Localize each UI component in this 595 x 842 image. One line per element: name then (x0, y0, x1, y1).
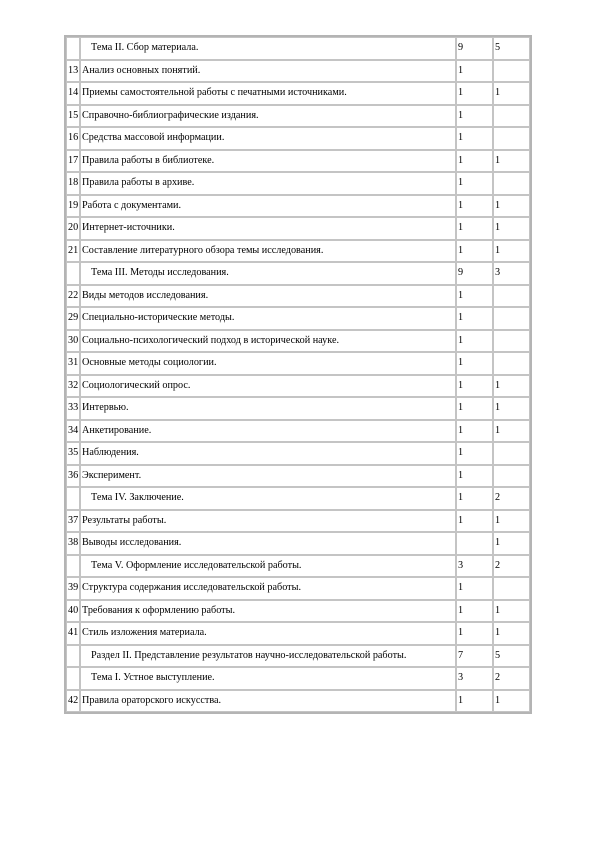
lesson-number-cell: 15 (66, 105, 80, 128)
lesson-number-cell: 34 (66, 420, 80, 443)
hours-practice-cell (493, 172, 530, 195)
hours-practice-cell (493, 127, 530, 150)
lesson-row (66, 285, 530, 308)
lesson-number-cell: 29 (66, 307, 80, 330)
lesson-number-cell: 32 (66, 375, 80, 398)
hours-practice-cell (493, 307, 530, 330)
hours-practice-cell: 2 (493, 667, 530, 690)
hours-practice-cell: 1 (493, 420, 530, 443)
hours-practice-cell: 1 (493, 217, 530, 240)
lesson-title-cell: Тема III. Методы исследования. (80, 262, 456, 285)
hours-total-cell: 1 (456, 600, 493, 623)
hours-total-cell: 1 (456, 150, 493, 173)
hours-practice-cell: 5 (493, 645, 530, 668)
lesson-title-cell: Структура содержания исследовательской работы. (80, 577, 456, 600)
topic-row (66, 667, 530, 690)
lesson-title-cell: Социологический опрос. (80, 375, 456, 398)
lesson-row (66, 195, 530, 218)
lesson-title-cell: Тема V. Оформление исследовательской работы. (80, 555, 456, 578)
hours-total-cell: 1 (456, 442, 493, 465)
hours-practice-cell (493, 442, 530, 465)
hours-total-cell: 1 (456, 487, 493, 510)
lesson-number-cell (66, 37, 80, 60)
lesson-title-cell: Правила работы в библиотеке. (80, 150, 456, 173)
hours-practice-cell (493, 285, 530, 308)
lesson-number-cell: 20 (66, 217, 80, 240)
hours-total-cell: 3 (456, 667, 493, 690)
lesson-number-cell: 17 (66, 150, 80, 173)
lesson-title-cell: Анкетирование. (80, 420, 456, 443)
hours-total-cell: 1 (456, 465, 493, 488)
hours-practice-cell (493, 60, 530, 83)
lesson-number-cell: 19 (66, 195, 80, 218)
hours-total-cell: 1 (456, 352, 493, 375)
lesson-row (66, 127, 530, 150)
hours-practice-cell: 3 (493, 262, 530, 285)
lesson-number-cell: 37 (66, 510, 80, 533)
lesson-title-cell: Виды методов исследования. (80, 285, 456, 308)
hours-practice-cell: 1 (493, 195, 530, 218)
hours-total-cell: 1 (456, 217, 493, 240)
lesson-row (66, 600, 530, 623)
lesson-title-cell: Анализ основных понятий. (80, 60, 456, 83)
hours-practice-cell (493, 577, 530, 600)
lesson-row (66, 307, 530, 330)
hours-total-cell: 1 (456, 285, 493, 308)
lesson-number-cell: 14 (66, 82, 80, 105)
hours-practice-cell: 1 (493, 622, 530, 645)
hours-practice-cell: 2 (493, 555, 530, 578)
lesson-row (66, 397, 530, 420)
hours-practice-cell: 1 (493, 375, 530, 398)
hours-total-cell: 1 (456, 240, 493, 263)
hours-total-cell: 1 (456, 690, 493, 713)
lesson-title-cell: Стиль изложения материала. (80, 622, 456, 645)
curriculum-table (64, 35, 532, 714)
hours-total-cell: 1 (456, 195, 493, 218)
lesson-number-cell: 13 (66, 60, 80, 83)
lesson-title-cell: Требования к оформлению работы. (80, 600, 456, 623)
lesson-title-cell: Правила ораторского искусства. (80, 690, 456, 713)
hours-total-cell: 3 (456, 555, 493, 578)
lesson-number-cell: 39 (66, 577, 80, 600)
lesson-number-cell: 22 (66, 285, 80, 308)
lesson-title-cell: Работа с документами. (80, 195, 456, 218)
lesson-row (66, 82, 530, 105)
hours-total-cell: 1 (456, 127, 493, 150)
hours-total-cell: 1 (456, 397, 493, 420)
lesson-row (66, 690, 530, 713)
hours-total-cell: 1 (456, 330, 493, 353)
topic-row (66, 555, 530, 578)
hours-total-cell: 1 (456, 172, 493, 195)
hours-practice-cell: 1 (493, 82, 530, 105)
lesson-row (66, 60, 530, 83)
hours-practice-cell: 2 (493, 487, 530, 510)
lesson-title-cell: Приемы самостоятельной работы с печатными источниками. (80, 82, 456, 105)
lesson-number-cell: 38 (66, 532, 80, 555)
hours-total-cell: 1 (456, 622, 493, 645)
lesson-title-cell: Социально-психологический подход в исторической науке. (80, 330, 456, 353)
hours-practice-cell (493, 105, 530, 128)
lesson-title-cell: Результаты работы. (80, 510, 456, 533)
hours-practice-cell: 1 (493, 600, 530, 623)
lesson-row (66, 375, 530, 398)
topic-row (66, 645, 530, 668)
lesson-number-cell: 18 (66, 172, 80, 195)
lesson-number-cell: 36 (66, 465, 80, 488)
lesson-title-cell: Выводы исследования. (80, 532, 456, 555)
hours-practice-cell: 1 (493, 690, 530, 713)
hours-practice-cell: 5 (493, 37, 530, 60)
lesson-number-cell (66, 262, 80, 285)
hours-practice-cell (493, 465, 530, 488)
lesson-row (66, 172, 530, 195)
lesson-row (66, 622, 530, 645)
hours-total-cell: 1 (456, 375, 493, 398)
lesson-title-cell: Тема II. Сбор материала. (80, 37, 456, 60)
lesson-row (66, 510, 530, 533)
lesson-row (66, 352, 530, 375)
lesson-number-cell: 42 (66, 690, 80, 713)
lesson-number-cell (66, 645, 80, 668)
lesson-title-cell: Основные методы социологии. (80, 352, 456, 375)
lesson-number-cell: 35 (66, 442, 80, 465)
lesson-title-cell: Специально-исторические методы. (80, 307, 456, 330)
lesson-row (66, 150, 530, 173)
topic-row (66, 487, 530, 510)
hours-total-cell: 1 (456, 510, 493, 533)
lesson-title-cell: Тема I. Устное выступление. (80, 667, 456, 690)
lesson-row (66, 217, 530, 240)
hours-total-cell: 1 (456, 60, 493, 83)
topic-row (66, 262, 530, 285)
lesson-row (66, 105, 530, 128)
lesson-number-cell (66, 555, 80, 578)
lesson-row (66, 442, 530, 465)
lesson-number-cell: 33 (66, 397, 80, 420)
lesson-title-cell: Тема IV. Заключение. (80, 487, 456, 510)
lesson-row (66, 420, 530, 443)
hours-total-cell (456, 532, 493, 555)
lesson-number-cell: 31 (66, 352, 80, 375)
topic-row (66, 37, 530, 60)
hours-practice-cell: 1 (493, 510, 530, 533)
lesson-row (66, 465, 530, 488)
lesson-title-cell: Интервью. (80, 397, 456, 420)
lesson-number-cell (66, 667, 80, 690)
hours-total-cell: 1 (456, 82, 493, 105)
lesson-row (66, 577, 530, 600)
hours-total-cell: 1 (456, 420, 493, 443)
hours-practice-cell: 1 (493, 532, 530, 555)
hours-practice-cell: 1 (493, 240, 530, 263)
lesson-title-cell: Средства массовой информации. (80, 127, 456, 150)
lesson-number-cell (66, 487, 80, 510)
hours-practice-cell (493, 330, 530, 353)
hours-total-cell: 1 (456, 105, 493, 128)
lesson-title-cell: Правила работы в архиве. (80, 172, 456, 195)
lesson-title-cell: Наблюдения. (80, 442, 456, 465)
hours-total-cell: 9 (456, 37, 493, 60)
hours-practice-cell: 1 (493, 397, 530, 420)
lesson-number-cell: 41 (66, 622, 80, 645)
lesson-title-cell: Эксперимент. (80, 465, 456, 488)
lesson-row (66, 330, 530, 353)
lesson-title-cell: Справочно-библиографические издания. (80, 105, 456, 128)
lesson-number-cell: 21 (66, 240, 80, 263)
hours-total-cell: 9 (456, 262, 493, 285)
hours-total-cell: 1 (456, 307, 493, 330)
lesson-row (66, 532, 530, 555)
hours-total-cell: 1 (456, 577, 493, 600)
lesson-number-cell: 16 (66, 127, 80, 150)
lesson-number-cell: 30 (66, 330, 80, 353)
curriculum-table-body (66, 37, 530, 712)
lesson-title-cell: Составление литературного обзора темы исследования. (80, 240, 456, 263)
hours-total-cell: 7 (456, 645, 493, 668)
lesson-number-cell: 40 (66, 600, 80, 623)
hours-practice-cell: 1 (493, 150, 530, 173)
lesson-row (66, 240, 530, 263)
lesson-title-cell: Интернет-источники. (80, 217, 456, 240)
lesson-title-cell: Раздел II. Представление результатов научно-исследовательской работы. (80, 645, 456, 668)
hours-practice-cell (493, 352, 530, 375)
